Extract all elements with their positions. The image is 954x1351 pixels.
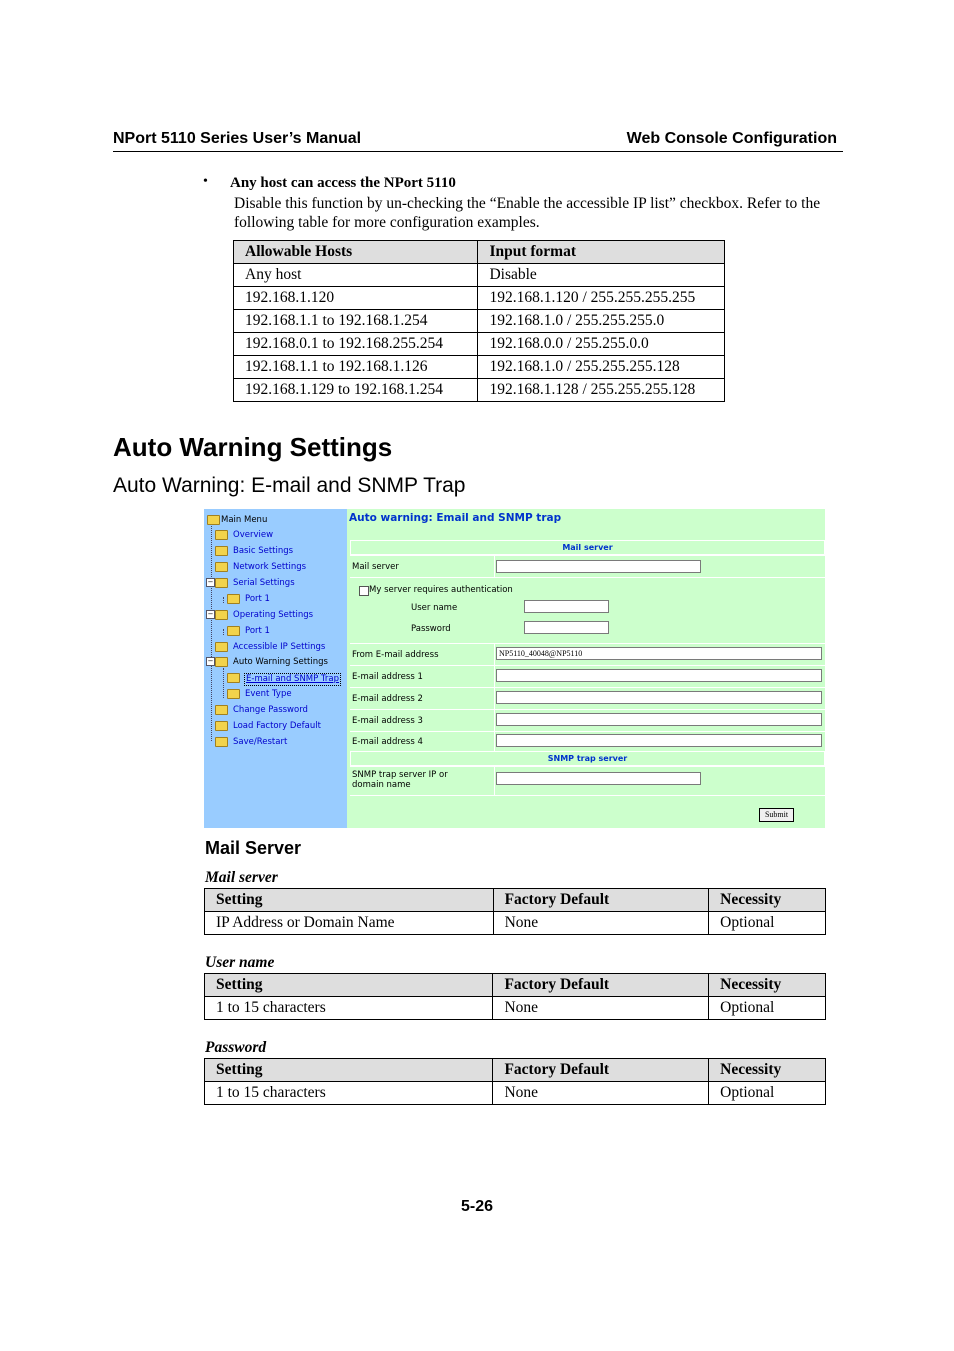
table-cell: 192.168.1.128 / 255.255.255.128 [478,379,725,402]
menu-root[interactable]: Main Menu [221,515,268,525]
console-screenshot [204,509,825,828]
page-number: 5-26 [460,1198,494,1215]
table-header-row [205,889,826,912]
table-cell: 1 to 15 characters [205,1082,493,1105]
menu-item-operating-port-1[interactable]: Port 1 [245,626,270,636]
user-name-settings-table [204,973,826,1020]
table-cell: Any host [234,264,478,287]
form-row-snmp-server [350,766,825,795]
from-email-label: From E-mail address [352,650,439,660]
table-header-cell: Setting [205,889,494,912]
folder-icon [227,594,240,604]
folder-icon [215,642,228,652]
folder-icon [215,737,228,747]
folder-icon [215,705,228,715]
menu-item-accessible-ip[interactable]: Accessible IP Settings [233,642,326,652]
collapse-toggle-icon[interactable]: − [207,657,214,665]
table-cell: 1 to 15 characters [205,997,493,1020]
folder-icon [215,546,228,556]
allowable-hosts-table [233,240,725,402]
table-row [234,310,725,333]
form-row-mail-server [350,555,825,577]
form-row-from-email [350,643,825,665]
menu-item-serial-settings[interactable]: Serial Settings [233,578,295,588]
subsection-heading: Auto Warning: E-mail and SNMP Trap [113,474,466,497]
form-row-authentication [350,577,825,643]
menu-item-load-factory-default[interactable]: Load Factory Default [233,721,321,731]
menu-item-change-password[interactable]: Change Password [233,705,308,715]
table-caption: User name [205,954,275,971]
menu-item-event-type[interactable]: Event Type [245,689,292,699]
menu-item-basic-settings[interactable]: Basic Settings [233,546,294,556]
mail-server-input[interactable] [496,560,701,573]
folder-open-icon [215,657,228,667]
table-header-cell: Factory Default [493,974,709,997]
snmp-label-line-2: domain name [352,780,411,790]
mail-server-heading: Mail Server [205,838,302,858]
table-cell: 192.168.0.0 / 255.255.0.0 [478,333,725,356]
table-caption: Password [205,1039,267,1056]
menu-item-save-restart[interactable]: Save/Restart [233,737,288,747]
menu-item-email-snmp-selected[interactable]: E-mail and SNMP Trap [246,674,340,684]
form-row-email-4 [350,731,825,751]
snmp-server-input[interactable] [496,772,701,785]
email-1-label: E-mail address 1 [352,672,423,682]
user-name-label: User name [411,603,458,613]
table-header-cell: Setting [205,1059,493,1082]
password-settings-table [204,1058,826,1105]
bullet-text: Disable this function by un-checking the “Enable the accessible IP list” checkbox. Refer to the following table for more configuration examples. [234,195,821,231]
table-header-row [234,241,725,264]
folder-open-icon [215,578,228,588]
table-row [234,264,725,287]
table-row [234,356,725,379]
table-header-cell: Necessity [709,889,826,912]
folder-open-icon [215,610,228,620]
table-header-cell: Necessity [709,974,826,997]
email-3-input[interactable] [496,713,822,726]
tree-line [223,668,224,698]
mail-server-section-header: Mail server [350,540,825,555]
form-row-email-1 [350,665,825,687]
table-header-row [205,974,826,997]
table-cell: 192.168.1.120 / 255.255.255.255 [478,287,725,310]
table-header-cell: Allowable Hosts [234,241,478,264]
table-cell: 192.168.0.1 to 192.168.255.254 [234,333,478,356]
page-header [113,130,843,152]
menu-item-overview[interactable]: Overview [233,530,274,540]
form-row-email-2 [350,687,825,709]
auth-label: My server requires authentication [369,585,513,595]
menu-item-serial-port-1[interactable]: Port 1 [245,594,270,604]
collapse-toggle-icon[interactable]: − [207,610,214,618]
folder-icon [215,530,228,540]
password-input[interactable] [524,621,609,634]
from-email-input[interactable]: NP5110_40048@NP5110 [496,647,822,660]
table-cell: 192.168.1.1 to 192.168.1.254 [234,310,478,333]
table-caption: Mail server [205,869,278,886]
column-divider [494,688,495,709]
menu-item-network-settings[interactable]: Network Settings [233,562,307,572]
settings-pane [347,509,825,828]
column-divider [494,767,495,795]
table-cell: None [493,1082,709,1105]
collapse-toggle-icon[interactable]: − [207,578,214,586]
mail-server-label: Mail server [352,562,399,572]
password-label: Password [411,624,451,634]
table-row [205,1082,826,1105]
table-cell: Optional [709,912,826,935]
auth-checkbox[interactable] [359,586,369,596]
folder-icon [227,689,240,699]
column-divider [494,666,495,687]
user-name-input[interactable] [524,600,609,613]
email-4-label: E-mail address 4 [352,737,423,747]
table-cell: None [493,912,709,935]
column-divider [494,556,495,577]
submit-button[interactable]: Submit [759,808,794,822]
snmp-section-header: SNMP trap server [350,751,825,766]
form-row-email-3 [350,709,825,731]
email-1-input[interactable] [496,669,822,682]
menu-item-auto-warning[interactable]: Auto Warning Settings [233,657,328,667]
pane-title: Auto warning: Email and SNMP trap [349,512,562,524]
column-divider [494,732,495,751]
table-row [234,333,725,356]
chapter-title: Web Console Configuration [626,130,837,147]
folder-icon [215,562,228,572]
table-cell: Disable [478,264,725,287]
table-header-cell: Setting [205,974,493,997]
table-cell: 192.168.1.0 / 255.255.255.0 [478,310,725,333]
table-cell: Optional [709,1082,826,1105]
folder-icon [215,721,228,731]
mail-server-settings-table [204,888,826,935]
table-cell: None [493,997,709,1020]
folder-icon [227,626,240,636]
email-3-label: E-mail address 3 [352,716,423,726]
form-row-submit [350,795,825,828]
table-row [205,912,826,935]
table-cell: 192.168.1.120 [234,287,478,310]
table-cell: 192.168.1.0 / 255.255.255.128 [478,356,725,379]
menu-item-operating-settings[interactable]: Operating Settings [233,610,314,620]
table-header-row [205,1059,826,1082]
bullet-mark: • [203,174,208,189]
manual-title: NPort 5110 Series User’s Manual [113,130,362,147]
table-header-cell: Factory Default [493,889,709,912]
email-4-input[interactable] [496,734,822,747]
table-row [205,997,826,1020]
table-cell: IP Address or Domain Name [205,912,494,935]
tree-line [211,526,212,741]
email-2-label: E-mail address 2 [352,694,423,704]
folder-icon [207,515,220,525]
table-header-cell: Factory Default [493,1059,709,1082]
tree-line [223,597,224,603]
table-header-cell: Necessity [709,1059,826,1082]
folder-icon [227,673,240,683]
section-heading: Auto Warning Settings [113,432,393,462]
table-row [234,379,725,402]
email-2-input[interactable] [496,691,822,704]
table-cell: 192.168.1.1 to 192.168.1.126 [234,356,478,379]
table-cell: Optional [709,997,826,1020]
table-header-cell: Input format [478,241,725,264]
snmp-label-line-1: SNMP trap server IP or [352,770,448,780]
column-divider [494,644,495,665]
table-row [234,287,725,310]
column-divider [494,710,495,731]
menu-tree [204,509,347,828]
bullet-title: Any host can access the NPort 5110 [230,175,456,191]
tree-line [223,629,224,635]
table-cell: 192.168.1.129 to 192.168.1.254 [234,379,478,402]
